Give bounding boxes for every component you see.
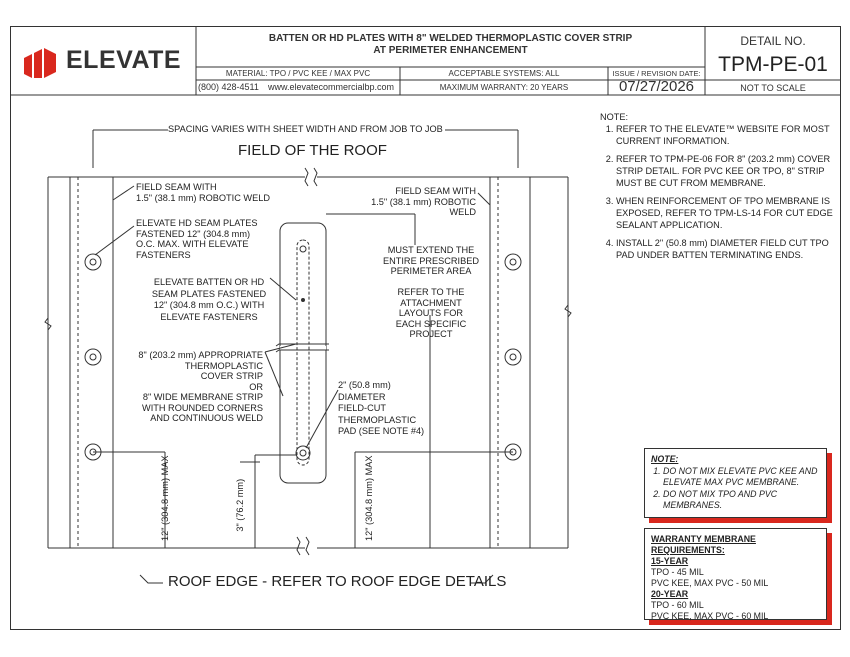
scale-label: NOT TO SCALE <box>740 83 806 93</box>
dim-mid-label: 3" (76.2 mm) <box>234 478 245 532</box>
roof-edge-label: ROOF EDGE - REFER TO ROOF EDGE DETAILS <box>168 573 507 590</box>
note-item: 3. WHEN REINFORCEMENT OF TPO MEMBRANE IS EXPOSED, REFER TO TPM-LS-14 FOR CUT EDGE SEALANT APPLICATION. <box>616 195 835 231</box>
cover-strip-line: THERMOPLASTIC <box>184 360 263 371</box>
refer-line: EACH SPECIFIC <box>395 318 467 329</box>
refer-line: PROJECT <box>409 329 453 339</box>
batten-line: SEAM PLATES FASTENED <box>151 288 267 299</box>
must-extend-callout <box>378 245 484 277</box>
warranty-box <box>644 528 827 620</box>
hd-plates-line: FASTENERS <box>136 249 191 260</box>
hd-plates-line: ELEVATE HD SEAM PLATES <box>136 218 258 228</box>
warranty-20-year: 20-YEAR <box>651 589 689 599</box>
hd-plates-callout <box>136 218 258 260</box>
warranty-box-title: WARRANTY MEMBRANE REQUIREMENTS: <box>651 534 756 555</box>
cover-strip-line: 8" WIDE MEMBRANE STRIP <box>142 392 263 402</box>
cover-strip-line: 8" (203.2 mm) APPROPRIATE <box>138 350 263 360</box>
warranty-line: PVC KEE, MAX PVC - 50 MIL <box>651 578 769 588</box>
dim-right-label: 12" (304.8 mm) MAX <box>363 455 374 541</box>
batten-line: 12" (304.8 mm O.C.) WITH <box>153 300 265 310</box>
refer-line: LAYOUTS FOR <box>398 308 464 318</box>
phone-number: (800) 428-4511 <box>198 82 259 92</box>
warranty-line: PVC KEE, MAX PVC - 60 MIL <box>651 611 769 621</box>
detail-title-line1: BATTEN OR HD PLATES WITH 8" WELDED THERMOPLASTIC COVER STRIP <box>268 33 633 44</box>
note-item: 1. REFER TO THE ELEVATE™ WEBSITE FOR MOST CURRENT INFORMATION. <box>616 123 835 147</box>
note-box-item: 1. DO NOT MIX ELEVATE PVC KEE AND ELEVATE MAX PVC MEMBRANE. <box>663 466 820 489</box>
batten-line: ELEVATE FASTENERS <box>160 311 258 322</box>
field-seam-left-line2: 1.5" (38.1 mm) ROBOTIC WELD <box>136 192 270 203</box>
website-link[interactable]: www.elevatecommercialbp.com <box>268 82 395 92</box>
note-item: 2. REFER TO TPM-PE-06 FOR 8" (203.2 mm) COVER STRIP DETAIL. FOR PVC KEE OR TPO, 8" STRIP MUST BE CUT FROM MEMBRANE. <box>616 153 835 189</box>
batten-line: ELEVATE BATTEN OR HD <box>153 277 265 287</box>
pad-line: PAD (SEE NOTE #4) <box>338 426 425 436</box>
spacing-label: SPACING VARIES WITH SHEET WIDTH AND FROM JOB TO JOB <box>168 124 443 134</box>
detail-title-line2: AT PERIMETER ENHANCEMENT <box>373 45 528 56</box>
refer-line: ATTACHMENT <box>400 297 462 308</box>
must-extend-line: PERIMETER AREA <box>390 266 472 276</box>
notes-section <box>600 111 835 267</box>
warranty-line: TPO - 60 MIL <box>651 600 704 610</box>
brand-name: ELEVATE <box>66 46 182 74</box>
field-seam-right-line1: FIELD SEAM WITH <box>395 186 476 196</box>
detail-number: TPM-PE-01 <box>718 53 828 76</box>
warranty-line: TPO - 45 MIL <box>651 567 704 577</box>
detail-no-label: DETAIL NO. <box>740 34 806 48</box>
issue-date: 07/27/2026 <box>618 78 695 95</box>
pad-line: DIAMETER <box>338 391 386 402</box>
field-seam-left-line1: FIELD SEAM WITH <box>136 182 217 192</box>
must-extend-line: MUST EXTEND THE <box>387 245 475 255</box>
cover-strip-line: OR <box>249 381 263 392</box>
issue-label: ISSUE / REVISION DATE: <box>612 69 701 78</box>
systems-label: ACCEPTABLE SYSTEMS: ALL <box>448 69 560 78</box>
note-item: 4. INSTALL 2" (50.8 mm) DIAMETER FIELD CUT TPO PAD UNDER BATTEN TERMINATING ENDS. <box>616 237 835 261</box>
mixing-note-box <box>644 448 827 518</box>
field-of-roof-label: FIELD OF THE ROOF <box>238 142 387 159</box>
note-box-title: NOTE: <box>651 454 679 464</box>
max-warranty: MAXIMUM WARRANTY: 20 YEARS <box>439 83 569 92</box>
cover-strip-line: AND CONTINUOUS WELD <box>150 413 263 423</box>
hd-plates-line: O.C. MAX. WITH ELEVATE <box>136 239 249 249</box>
batten-callout <box>145 277 273 323</box>
dim-left-label: 12" (304.8 mm) MAX <box>159 455 170 541</box>
notes-title: NOTE: <box>600 112 629 122</box>
cover-strip-line: COVER STRIP <box>200 371 263 381</box>
hd-plates-line: FASTENED 12" (304.8 mm) <box>136 228 251 239</box>
field-seam-left-callout <box>136 182 270 203</box>
material-label: MATERIAL: TPO / PVC KEE / MAX PVC <box>225 69 371 78</box>
pad-line: THERMOPLASTIC <box>338 414 417 425</box>
note-box-item: 2. DO NOT MIX TPO AND PVC MEMBRANES. <box>663 489 820 512</box>
cover-strip-callout <box>131 350 263 424</box>
pad-line: FIELD-CUT <box>338 403 386 413</box>
field-seam-right-line2: 1.5" (38.1 mm) ROBOTIC WELD <box>371 196 476 217</box>
pad-callout <box>338 380 424 438</box>
cover-strip-line: WITH ROUNDED CORNERS <box>142 402 263 413</box>
refer-layouts-callout <box>378 287 484 340</box>
warranty-15-year: 15-YEAR <box>651 556 689 566</box>
field-seam-right-callout <box>343 186 476 218</box>
pad-line: 2" (50.8 mm) <box>338 380 391 390</box>
must-extend-line: ENTIRE PRESCRIBED <box>383 255 479 266</box>
refer-line: REFER TO THE <box>397 287 465 297</box>
